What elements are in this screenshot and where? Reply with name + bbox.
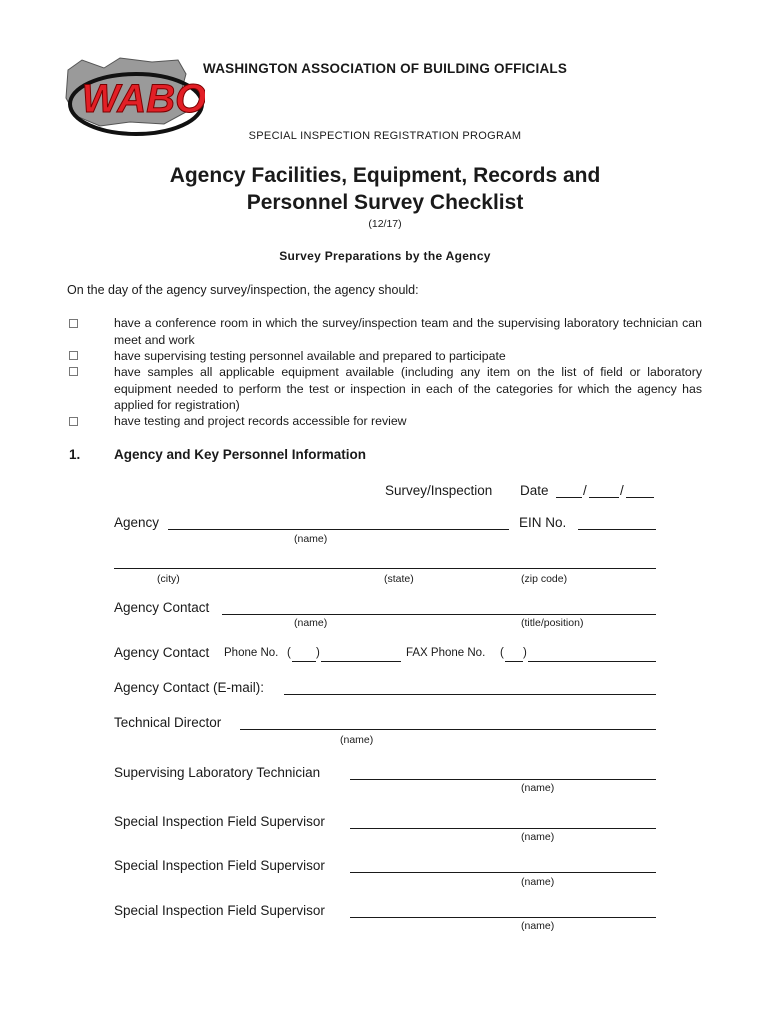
checklist-item: have testing and project records accessible for review xyxy=(114,414,407,428)
checklist-item: have samples all applicable equipment available (including any item on the list of field or laboratory equipment needed to perform the test or inspection in each of the categories for which the agency has applied for registration) xyxy=(114,365,702,412)
field-supervisor-label: Special Inspection Field Supervisor xyxy=(114,903,325,918)
caption-name: (name) xyxy=(340,734,374,746)
document-title-line-1: Agency Facilities, Equipment, Records and xyxy=(169,164,601,187)
field-supervisor-label: Special Inspection Field Supervisor xyxy=(114,814,325,829)
caption-name: (name) xyxy=(521,920,555,932)
field-supervisor-3-field[interactable] xyxy=(350,902,656,918)
caption-title-position: (title/position) xyxy=(521,617,584,629)
technical-director-field[interactable] xyxy=(240,714,656,730)
lab-technician-field[interactable] xyxy=(350,764,656,780)
survey-inspection-label: Survey/Inspection xyxy=(385,483,493,498)
phone-number-field[interactable] xyxy=(321,646,401,662)
ein-label: EIN No. xyxy=(519,515,567,530)
wabo-logo xyxy=(60,52,205,142)
phone-label: Phone No. xyxy=(224,647,279,659)
document-title-line-2: Personnel Survey Checklist xyxy=(246,191,524,214)
caption-name: (name) xyxy=(521,782,555,794)
agency-contact-label: Agency Contact xyxy=(114,600,210,615)
program-name: SPECIAL INSPECTION REGISTRATION PROGRAM xyxy=(248,130,522,142)
caption-city: (city) xyxy=(157,573,180,585)
email-label: Agency Contact (E-mail): xyxy=(114,680,265,695)
agency-contact-phone-label: Agency Contact xyxy=(114,645,210,660)
field-supervisor-2-field[interactable] xyxy=(350,857,656,873)
checkbox-equipment-samples[interactable] xyxy=(69,367,78,376)
caption-zip: (zip code) xyxy=(521,573,568,585)
preparations-heading: Survey Preparations by the Agency xyxy=(279,249,491,263)
caption-name: (name) xyxy=(294,533,328,545)
fax-number-field[interactable] xyxy=(528,646,656,662)
checkbox-testing-personnel[interactable] xyxy=(69,351,78,360)
fax-paren-open: ( xyxy=(500,647,504,659)
ein-field[interactable] xyxy=(578,514,656,530)
phone-area-code-field[interactable] xyxy=(292,646,316,662)
date-month-field[interactable] xyxy=(556,482,582,498)
revision-date: (12/17) xyxy=(368,218,402,230)
logo-wordmark: WABO xyxy=(81,77,205,121)
checkbox-conference-room[interactable] xyxy=(69,319,78,328)
caption-name: (name) xyxy=(521,876,555,888)
lab-technician-label: Supervising Laboratory Technician xyxy=(114,765,321,780)
date-year-field[interactable] xyxy=(626,482,654,498)
agency-name-field[interactable] xyxy=(168,514,509,530)
phone-paren-open: ( xyxy=(287,647,291,659)
section-number: 1. xyxy=(69,447,81,462)
email-field[interactable] xyxy=(284,679,656,695)
caption-state: (state) xyxy=(384,573,414,585)
organization-name: WASHINGTON ASSOCIATION OF BUILDING OFFICIALS xyxy=(203,61,568,76)
field-supervisor-label: Special Inspection Field Supervisor xyxy=(114,858,325,873)
fax-label: FAX Phone No. xyxy=(406,647,486,659)
caption-name: (name) xyxy=(294,617,328,629)
date-label: Date xyxy=(520,483,549,498)
phone-paren-close: ) xyxy=(316,647,320,659)
caption-name: (name) xyxy=(521,831,555,843)
agency-label: Agency xyxy=(114,515,160,530)
preparations-intro: On the day of the agency survey/inspection, the agency should: xyxy=(67,283,419,297)
date-separator: / xyxy=(620,483,624,498)
fax-paren-close: ) xyxy=(523,647,527,659)
checklist-item: have supervising testing personnel available and prepared to participate xyxy=(114,349,506,363)
checkbox-records[interactable] xyxy=(69,417,78,426)
agency-contact-field[interactable] xyxy=(222,599,656,615)
checklist-item: have a conference room in which the survey/inspection team and the supervising laboratory technician can meet and work xyxy=(114,316,702,347)
date-day-field[interactable] xyxy=(589,482,619,498)
field-supervisor-1-field[interactable] xyxy=(350,813,656,829)
section-title: Agency and Key Personnel Information xyxy=(114,447,367,462)
technical-director-label: Technical Director xyxy=(114,715,222,730)
date-separator: / xyxy=(583,483,587,498)
fax-area-code-field[interactable] xyxy=(505,646,523,662)
agency-address-field[interactable] xyxy=(114,553,656,569)
